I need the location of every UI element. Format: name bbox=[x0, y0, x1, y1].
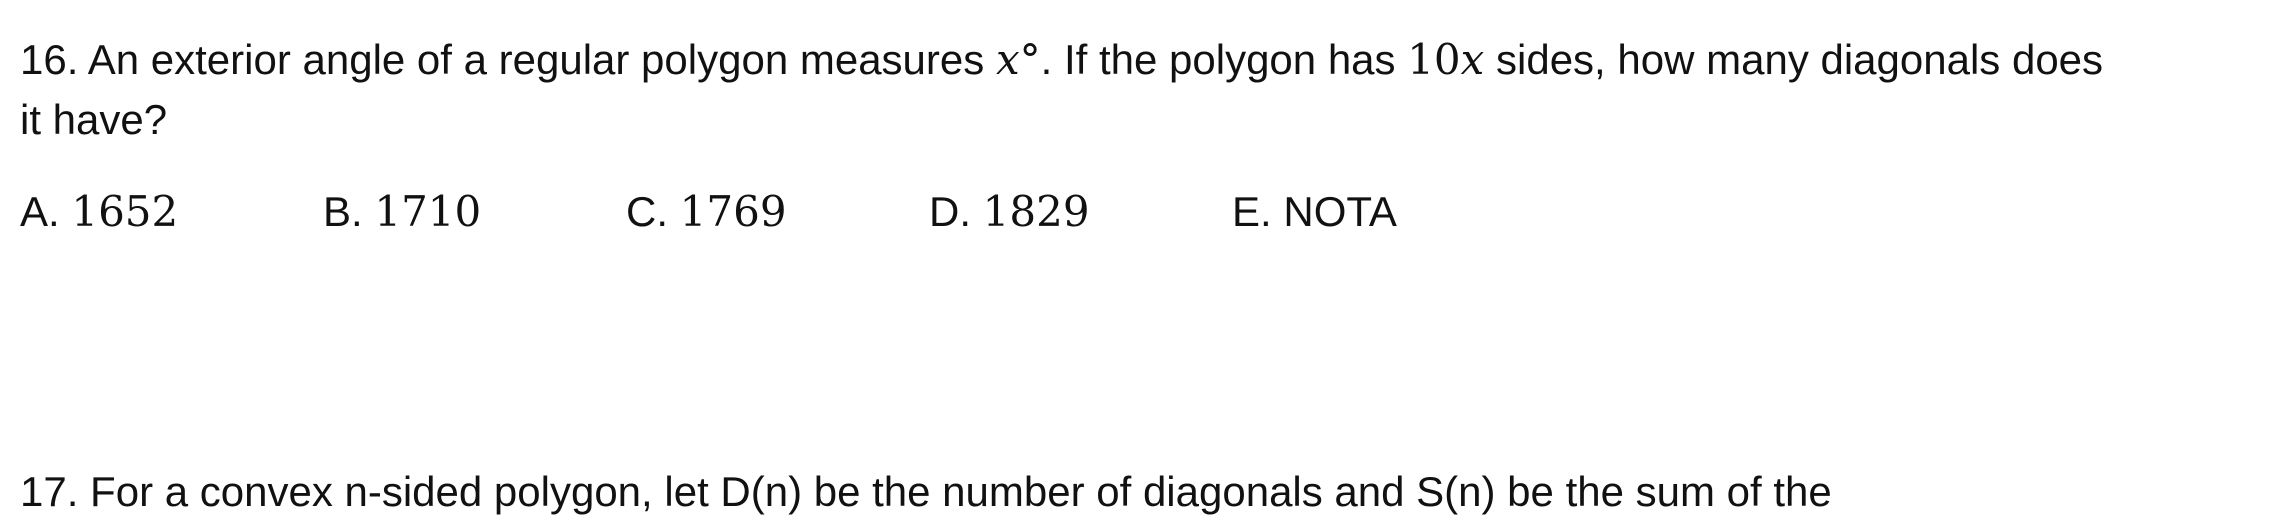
angle-expression: x° bbox=[995, 35, 1041, 84]
question-16-part2: . If the polygon has bbox=[1040, 36, 1408, 83]
question-16-text bbox=[20, 30, 2120, 150]
question-16-part3: sides, how many diagonals does it have? bbox=[20, 36, 2104, 143]
choice-a[interactable] bbox=[20, 182, 178, 242]
choice-d[interactable] bbox=[929, 182, 1090, 242]
choice-c[interactable] bbox=[626, 182, 787, 242]
choice-e[interactable] bbox=[1232, 182, 1397, 242]
choice-e-letter: E. bbox=[1232, 188, 1284, 235]
choice-a-letter: A. bbox=[20, 188, 72, 235]
choice-d-letter: D. bbox=[929, 188, 983, 235]
answer-choices bbox=[20, 182, 1520, 242]
choice-b-value: 1710 bbox=[374, 187, 482, 236]
choice-b[interactable] bbox=[323, 182, 481, 242]
choice-c-value: 1769 bbox=[679, 187, 787, 236]
choice-d-value: 1829 bbox=[982, 187, 1090, 236]
question-17-partial-text: 17. For a convex n-sided polygon, let D(n) be the number of diagonals and S(n) be the sum of the bbox=[20, 468, 1832, 515]
choice-e-value: NOTA bbox=[1283, 188, 1397, 235]
question-16-part1: 16. An exterior angle of a regular polygon measures bbox=[20, 36, 996, 83]
sides-coefficient: 10 bbox=[1407, 35, 1461, 84]
sides-variable: x bbox=[1460, 35, 1485, 84]
choice-b-letter: B. bbox=[323, 188, 375, 235]
choice-c-letter: C. bbox=[626, 188, 680, 235]
choice-a-value: 1652 bbox=[71, 187, 179, 236]
